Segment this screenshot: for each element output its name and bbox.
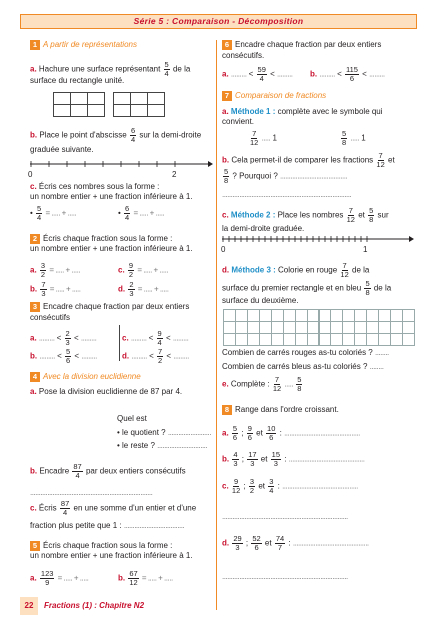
grid-cell[interactable] [224, 310, 236, 322]
grid-cell[interactable] [379, 322, 391, 334]
s2-item: a. $\frac{3}{2}$ = ..... + ..... [30, 261, 81, 279]
s4-c-text: Écris [38, 503, 57, 513]
s4-c-blank[interactable]: ................................... [123, 521, 185, 530]
s6-blank-left[interactable]: ......... [319, 69, 335, 79]
s4-a-label: a. [30, 387, 37, 396]
grid-cell[interactable] [248, 334, 260, 346]
s7-a-method: Méthode 1 : [230, 107, 276, 116]
s4-c-text3: fraction plus petite que 1 : [30, 521, 122, 530]
s7-a-line [222, 107, 383, 116]
s1-a-text: Hachure une surface représentant [38, 64, 161, 74]
s3-blank-left[interactable]: ......... [39, 351, 55, 361]
section-3-text: Encadre chaque fraction par deux entiers [43, 302, 190, 312]
s4-c-text2: en une somme d'un entier et d'une [73, 503, 197, 513]
page-number: 22 [20, 597, 38, 615]
s4-c-line [30, 500, 196, 517]
colour-grid-1[interactable] [223, 309, 320, 346]
s7-b-answer[interactable]: ........................................................................... [222, 190, 352, 199]
s7-a-text: complète avec le symbole qui [277, 107, 383, 116]
s7-e-blank[interactable]: ..... [284, 379, 294, 389]
s5-item: b. $\frac{67}{12}$ = ..... + ..... [118, 569, 173, 587]
s1-c-label: c. [30, 182, 37, 191]
section-2-number: 2 [30, 234, 40, 244]
grid-cell[interactable] [272, 310, 284, 322]
s2-item: c. $\frac{9}{2}$ = ..... + ..... [118, 261, 169, 279]
s7-d-text5: surface du deuxième. [222, 296, 299, 305]
section-2-heading [30, 234, 172, 244]
grid-cell[interactable] [391, 310, 403, 322]
s7-a-compare2: $\frac{5}{8}$ ..... 1 [342, 129, 366, 147]
s1-c-blank2[interactable]: = ..... + ..... [133, 208, 165, 218]
s7-b-text2: ? Pourquoi ? [232, 171, 278, 181]
s6-item: b. ......... < $\frac{115}{6}$ < ......... [310, 65, 385, 83]
number-line-1[interactable] [28, 158, 213, 172]
s7-b-blank[interactable]: ....................................... [280, 171, 348, 181]
s4-b-answer[interactable]: ....................................................................... [30, 488, 153, 497]
s3-blank-left[interactable]: ......... [38, 333, 55, 343]
grid-cell[interactable] [391, 322, 403, 334]
s8-row: d. $\frac{29}{3}$ ; $\frac{52}{6}$ et $\frac{74}{7}$ : ............................................ [222, 534, 369, 552]
grid-cell[interactable] [343, 334, 355, 346]
s7-c-text2: sur [377, 210, 389, 220]
s1-b-label: b. [30, 130, 38, 140]
axis2-label-1: 1 [363, 245, 368, 254]
grid-cell[interactable] [296, 322, 308, 334]
s4-reste [117, 441, 207, 450]
grid-cell[interactable] [355, 322, 367, 334]
section-7-heading [222, 91, 326, 101]
s7-b-et: et [388, 155, 395, 165]
s1-a-text2: de la [172, 64, 191, 74]
s1-c-line [30, 182, 159, 191]
s2-blank[interactable]: = ..... + ..... [49, 265, 81, 275]
s7-e-text: Complète : [230, 379, 270, 389]
s8-answer[interactable]: ............................................ [288, 454, 365, 464]
unit-rectangle-1[interactable] [53, 92, 105, 117]
s8-extra-line[interactable]: ......................................................................... [222, 572, 348, 581]
grid-cell[interactable] [236, 322, 248, 334]
s3-blank-right[interactable]: ......... [80, 333, 97, 343]
grid-cell[interactable] [296, 334, 308, 346]
s8-row: a. $\frac{5}{6}$ ; $\frac{9}{6}$ et $\frac{10}{6}$ : ............................................ [222, 424, 360, 442]
s1-b-line [30, 127, 201, 144]
section-5-text: Écris chaque fraction sous la forme : [43, 541, 173, 551]
s8-row: b. $\frac{4}{3}$ ; $\frac{17}{3}$ et $\frac{15}{3}$ : ............................................ [222, 450, 365, 468]
colour-grid-2[interactable] [318, 309, 415, 346]
section-6-heading [222, 40, 381, 50]
s7-a-compare1: $\frac{7}{12}$ ..... 1 [250, 129, 277, 147]
s4-quel: Quel est [117, 414, 147, 423]
s5-blank[interactable]: = ..... + ..... [57, 573, 89, 583]
section-1-title: A partir de représentations [43, 40, 137, 50]
s7-a-blank2[interactable]: ..... [350, 133, 360, 143]
s7-c-label: c. [222, 210, 229, 220]
section-4-number: 4 [30, 372, 40, 382]
s1-a-text3: surface du rectangle unité. [30, 76, 125, 85]
section-5-number: 5 [30, 541, 40, 551]
s7-q1-text: Combien de carrés rouges as-tu coloriés ? [222, 348, 373, 357]
s4-b-label: b. [30, 466, 38, 476]
s7-a-text2: convient. [222, 117, 255, 126]
unit-rectangle-2[interactable] [113, 92, 165, 117]
axis2-label-0: 0 [221, 245, 226, 254]
s1-a-fraction: $\frac{5}{4}$ [164, 60, 169, 78]
s4-quotient [117, 428, 211, 437]
s7-e-line: e. Complète : $\frac{7}{12}$ ..... $\frac{5}{8}$ [222, 375, 302, 393]
section-1-heading [30, 40, 137, 50]
s2-item: d. $\frac{2}{3}$ = ..... + ..... [118, 280, 169, 298]
grid-cell[interactable] [355, 334, 367, 346]
grid-cell[interactable] [391, 334, 403, 346]
grid-cell[interactable] [319, 310, 331, 322]
chapter-title: Fractions (1) : Chapitre N2 [44, 601, 145, 610]
s6-blank-right[interactable]: ......... [369, 69, 385, 79]
s4-reste-text: • le reste ? [117, 441, 155, 450]
section-2-text2: un nombre entier + une fraction inférieure à 1. [30, 244, 193, 253]
section-7-number: 7 [222, 91, 232, 101]
section-3-number: 3 [30, 302, 40, 312]
s7-c-text3: la demi-droite graduée. [222, 224, 305, 233]
s7-b-text: Cela permet-il de comparer les fractions [231, 155, 374, 165]
grid-cell[interactable] [379, 310, 391, 322]
section-3-heading [30, 302, 189, 312]
section-6-text: Encadre chaque fraction par deux entiers [235, 40, 382, 50]
s3-divider [119, 325, 120, 361]
s7-a-label: a. [222, 107, 229, 116]
s7-b-line2: $\frac{5}{8}$ ? Pourquoi ? ....................................... [224, 167, 348, 185]
number-line-2[interactable] [220, 233, 415, 247]
s3-item: c. ......... < $\frac{9}{4}$ < ......... [122, 329, 189, 347]
grid-cell[interactable] [284, 322, 296, 334]
section-4-heading [30, 372, 141, 382]
grid-cell[interactable] [343, 322, 355, 334]
s6-blank-right[interactable]: ......... [277, 69, 293, 79]
s4-b-fraction: $\frac{87}{4}$ [73, 462, 82, 480]
s1-b-fraction: $\frac{6}{4}$ [130, 126, 136, 144]
s4-quotient-text: • le quotient ? [117, 428, 166, 437]
s3-item: d. ......... < $\frac{7}{2}$ < ......... [122, 347, 189, 365]
axis-label-0: 0 [28, 170, 33, 179]
grid-cell[interactable] [284, 310, 296, 322]
s8-extra-line[interactable]: ......................................................................... [222, 512, 348, 521]
s7-q2 [222, 362, 383, 371]
s3-blank-left[interactable]: ......... [130, 333, 147, 343]
s1-c-text: Écris ces nombres sous la forme : [38, 182, 160, 191]
s7-d-text3: surface du premier rectangle et en bleu [222, 283, 362, 293]
s3-blank-right[interactable]: ......... [173, 351, 189, 361]
grid-cell[interactable] [367, 310, 379, 322]
grid-cell[interactable] [248, 310, 260, 322]
s1-a-label: a. [30, 64, 37, 74]
s1-c-blank1[interactable]: = ..... + ..... [45, 208, 77, 218]
grid-cell[interactable] [224, 334, 236, 346]
s1-b-text2: sur la demi-droite [139, 130, 202, 140]
s3-item: a. ......... < $\frac{2}{3}$ < ......... [30, 329, 97, 347]
section-2-text: Écris chaque fraction sous la forme : [43, 234, 173, 244]
section-5-text2: un nombre entier + une fraction inférieure à 1. [30, 551, 193, 560]
s7-b-line: b. Cela permet-il de comparer les fractions $\frac{7}{12}$ et [222, 151, 395, 169]
grid-cell[interactable] [284, 334, 296, 346]
grid-cell[interactable] [248, 322, 260, 334]
s7-q1 [222, 348, 389, 357]
s7-d-method: Méthode 3 : [231, 265, 276, 275]
s4-c-fraction: $\frac{87}{4}$ [60, 499, 70, 517]
s7-b-label: b. [222, 155, 230, 165]
s7-d-line: d. Méthode 3 : Colorie en rouge $\frac{7}{12}$ de la [222, 261, 370, 279]
grid-cell[interactable] [236, 310, 248, 322]
grid-cell[interactable] [403, 310, 415, 322]
s4-quotient-blank[interactable]: ......................... [167, 428, 211, 437]
series-header: Série 5 : Comparaison - Décomposition [20, 14, 417, 29]
s7-c-text: Place les nombres [277, 210, 344, 220]
s7-d-text2: de la [352, 265, 370, 275]
s4-reste-blank[interactable]: ............................. [157, 441, 208, 450]
s3-item: b. ......... < $\frac{5}{6}$ < ......... [30, 347, 97, 365]
section-8-text: Range dans l'ordre croissant. [235, 405, 339, 415]
s2-blank[interactable]: = ..... + ..... [137, 265, 169, 275]
s4-c-label: c. [30, 503, 37, 513]
grid-cell[interactable] [331, 310, 343, 322]
grid-cell[interactable] [260, 310, 272, 322]
s5-blank[interactable]: = ..... + ..... [141, 573, 173, 583]
s7-e-label: e. [222, 379, 229, 389]
section-1-number: 1 [30, 40, 40, 50]
s8-answer[interactable]: ............................................ [282, 481, 358, 491]
s7-a-blank1[interactable]: ..... [261, 133, 271, 143]
grid-cell[interactable] [319, 334, 331, 346]
grid-cell[interactable] [319, 322, 331, 334]
s7-d-text4: de la [373, 283, 392, 293]
grid-cell[interactable] [379, 334, 391, 346]
s4-c-line2 [30, 521, 184, 530]
grid-cell[interactable] [331, 322, 343, 334]
grid-cell[interactable] [272, 334, 284, 346]
s7-d-label: d. [222, 265, 230, 275]
grid-cell[interactable] [224, 322, 236, 334]
section-8-heading [222, 405, 339, 415]
section-4-title: Avec la division euclidienne [43, 372, 141, 382]
s8-answer[interactable]: ............................................ [284, 428, 360, 438]
s4-b-text: Encadre [39, 466, 70, 476]
axis-label-2: 2 [172, 170, 177, 179]
s2-item: b. $\frac{7}{3}$ = ..... + ..... [30, 280, 81, 298]
grid-cell[interactable] [403, 334, 415, 346]
s7-c-method: Méthode 2 : [230, 210, 276, 220]
s6-blank-left[interactable]: ......... [230, 69, 247, 79]
page-footer [20, 597, 155, 615]
section-3-text2: consécutifs [30, 313, 71, 322]
section-6-text2: consécutifs. [222, 51, 265, 60]
s2-blank[interactable]: = ..... + ..... [49, 284, 81, 294]
s7-d-text: Colorie en rouge [278, 265, 338, 275]
grid-cell[interactable] [296, 310, 308, 322]
grid-cell[interactable] [236, 334, 248, 346]
s1-c-text2: un nombre entier + une fraction inférieure à 1. [30, 192, 193, 201]
s1-c-item2: • $\frac{6}{4}$ = ..... + ..... [118, 204, 165, 222]
section-7-title: Comparaison de fractions [235, 91, 327, 101]
grid-cell[interactable] [272, 322, 284, 334]
s5-item: a. $\frac{123}{9}$ = ..... + ..... [30, 569, 89, 587]
s3-blank-left[interactable]: ......... [131, 351, 147, 361]
s4-b-line [30, 463, 186, 480]
s2-blank[interactable]: = ..... + ..... [137, 284, 169, 294]
s8-answer[interactable]: ............................................ [292, 538, 369, 548]
s7-q1-blank[interactable]: ........ [374, 348, 389, 357]
grid-cell[interactable] [367, 322, 379, 334]
s7-d-line2: surface du premier rectangle et en bleu $\frac{5}{8}$ de la [222, 279, 392, 297]
s1-c-item1: • $\frac{5}{4}$ = ..... + ..... [30, 204, 77, 222]
s1-b-text: Place le point d'abscisse [39, 130, 127, 140]
grid-cell[interactable] [355, 310, 367, 322]
s1-b-text3: graduée suivante. [30, 145, 94, 154]
grid-cell[interactable] [367, 334, 379, 346]
section-6-number: 6 [222, 40, 232, 50]
s4-a-text: Pose la division euclidienne de 87 par 4. [38, 387, 183, 396]
s8-row: c. $\frac{9}{12}$ ; $\frac{3}{2}$ et $\frac{3}{4}$ : ............................................ [222, 477, 358, 495]
s3-blank-right[interactable]: ......... [172, 333, 189, 343]
grid-cell[interactable] [403, 322, 415, 334]
section-8-number: 8 [222, 405, 232, 415]
s7-q2-text: Combien de carrés bleus as-tu coloriés ? [222, 362, 368, 371]
s7-c-line: c. Méthode 2 : Place les nombres $\frac{7}{12}$ et $\frac{5}{8}$ sur [222, 206, 389, 224]
s7-q2-blank[interactable]: ........ [369, 362, 384, 371]
s6-item: a. ......... < $\frac{59}{4}$ < ......... [222, 65, 293, 83]
s3-blank-right[interactable]: ......... [81, 351, 97, 361]
grid-cell[interactable] [343, 310, 355, 322]
section-5-heading [30, 541, 172, 551]
grid-cell[interactable] [331, 334, 343, 346]
grid-cell[interactable] [260, 322, 272, 334]
grid-cell[interactable] [260, 334, 272, 346]
s7-c-et: et [358, 210, 365, 220]
s4-b-text2: par deux entiers consécutifs [85, 466, 186, 476]
column-divider [216, 40, 217, 610]
s4-a-line [30, 387, 182, 396]
